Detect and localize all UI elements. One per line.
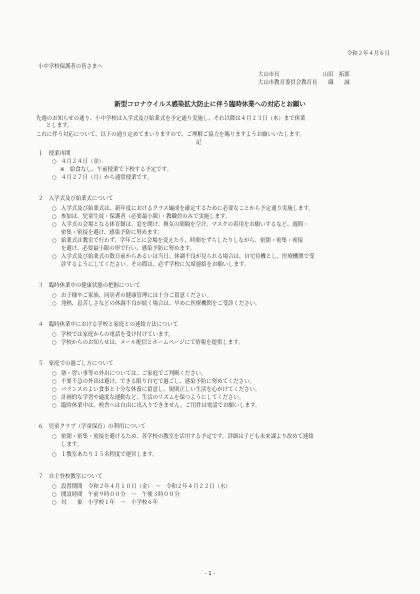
section-7-heading: ７ 自主登校教室について: [38, 474, 103, 480]
section-1-heading: １ 授業再開: [38, 151, 71, 157]
section-2-item-3-cont: 密集・密接を避け、感染予防に努めます。: [61, 230, 163, 236]
section-3-heading: ３ 臨時休業中の健康状態の把握について: [38, 283, 141, 289]
circle-bullet-icon: ○: [52, 332, 57, 338]
section-5-item-2: ○ 不要不急の外出は避け、できる限り自宅で過ごし、感染予防に努めてください。: [52, 379, 255, 385]
section-5-item-1: ○ 塾・習い事等の外出については、ご家庭でご判断ください。: [52, 371, 207, 377]
circle-bullet-icon: ○: [52, 159, 57, 165]
section-6-item-1-cont: します。: [61, 442, 83, 448]
section-3-item-1: ○ お子様やご家族、同居者の健康管理には十分ご留意ください。: [52, 293, 212, 299]
ki-marker: 記: [196, 140, 202, 146]
circle-bullet-icon: ○: [52, 206, 57, 212]
section-4-heading: ４ 臨時休業中における学校と家庭との連絡方法について: [38, 322, 179, 328]
section-5-item-4: ○ 計画的な学習や適度な運動など、生活のリズムを保つようにしてください。: [52, 395, 245, 401]
section-1-item-2: ○ ４月２７日（月）から通常授業です。: [52, 175, 153, 181]
circle-bullet-icon: ○: [52, 379, 57, 385]
section-4-item-1: ○ 学校では家庭からの電話を受け付けています。: [52, 332, 174, 338]
section-5-item-3: ○ バランスのよい食事と十分な休養に留意し、規則正しい生活を心がけてください。: [52, 387, 261, 393]
section-2-item-4-cont: を避け、必要最小限の形で行い、感染予防に努めます。: [61, 246, 196, 252]
circle-bullet-icon: ○: [52, 484, 57, 490]
document-title: 新型コロナウイルス感染拡大防止に伴う臨時休業への対応とお願い: [114, 100, 306, 108]
document-date: 令和２年４月６日: [346, 51, 390, 57]
section-2-item-5-cont: 診するようにしてください。その際は、必ず学校に欠席連絡をお願いします。: [61, 262, 250, 268]
section-1-note: ※ 給食なし、午前授業で下校する予定です。: [60, 167, 172, 173]
circle-bullet-icon: ○: [52, 452, 57, 458]
circle-bullet-icon: ○: [52, 222, 57, 228]
circle-bullet-icon: ○: [52, 387, 57, 393]
circle-bullet-icon: ○: [52, 340, 57, 346]
section-2-item-2: ○ 参加は、児童生徒・保護者（必要最小限）・教職員のみで実施します。: [52, 214, 231, 220]
circle-bullet-icon: ○: [52, 175, 57, 181]
circle-bullet-icon: ○: [52, 371, 57, 377]
section-7-item-3: ○ 対 象 小学校１年 ～ 小学校６年: [52, 500, 159, 506]
section-1-item-1: ○ ４月２４日（金）: [52, 159, 105, 165]
page-number: - 1 -: [204, 571, 216, 577]
section-2-item-3: ○ 入学式の会場となる体育館は、窓を開け、換気の間隔を空け、マスクの着用をお願いするなど、週間・: [52, 222, 309, 228]
circle-bullet-icon: ○: [52, 434, 57, 440]
intro-line-2: とします。: [46, 123, 73, 129]
circle-bullet-icon: ○: [52, 293, 57, 299]
section-7-item-1: ○ 設置期間 令和２年４月１０日（金） ～ 令和２年４月２２日（水）: [52, 484, 231, 490]
circle-bullet-icon: ○: [52, 238, 57, 244]
issuer-mayor: 大山市長 山田 拓郎: [258, 72, 350, 78]
section-2-item-4: ○ 始業式は教室で行わず、学年ごとに会場を変えたり、時間をずらしたりしながら、密閉・密集・密接: [52, 238, 304, 244]
section-6-item-1: ○ 密閉・密集・密接を避けるため、各学校の教室を活用する予定です。詳細は子ども未来課より改めて連絡: [52, 434, 314, 440]
circle-bullet-icon: ○: [52, 395, 57, 401]
intro-line-3: これに伴う対応について、以下の通り定めてまいりますので、ご理解ご協力を賜りますようお願いいたします。: [36, 132, 305, 138]
circle-bullet-icon: ○: [52, 301, 57, 307]
intro-line-1: 先週のお知らせの通り、小中学校は入学式及び始業式を予定通り実施し、それ以降は４月２３日（木）まで休業: [36, 116, 306, 122]
section-4-item-2: ○ 学校からのお知らせは、メール配信とホームページにて情報を提供します。: [52, 340, 244, 346]
circle-bullet-icon: ○: [52, 500, 57, 506]
circle-bullet-icon: ○: [52, 492, 57, 498]
section-6-item-2: ○ １教室あたり１５名程度で運営します。: [52, 452, 158, 458]
circle-bullet-icon: ○: [52, 254, 57, 260]
section-2-heading: ２ 入学式及び始業式について: [38, 196, 114, 202]
section-2-item-1: ○ 入学式及び始業式は、新年度におけるクラス編成を確定するために必要なことから予定通り実施します。: [52, 206, 314, 212]
section-5-heading: ５ 家庭での過ごし方について: [38, 361, 114, 367]
recipient: 小中学校保護者の皆さまへ: [38, 64, 103, 70]
section-3-item-2: ○ 発熱、息苦しさなどの体調不良が続く場合は、早めに医療機関をご受診ください。: [52, 301, 261, 307]
issuer-superintendent: 大山市教育委員会教育長 織 誠: [258, 80, 350, 86]
section-7-item-2: ○ 開設時間 午前９時００分 ～ 午後３時００分: [52, 492, 180, 498]
circle-bullet-icon: ○: [52, 403, 57, 409]
section-2-item-5: ○ 入学式及び始業式の数日前からあるいは当日、体調不良が見られる場合は、自宅待機とし、医療機関で受: [52, 254, 315, 260]
circle-bullet-icon: ○: [52, 214, 57, 220]
section-6-heading: ６ 児童クラブ（学童保育）の利用について: [38, 424, 146, 430]
section-5-item-5: ○ 臨時休業中は、校舎へは自由に出入りできません。ご用件は電話でお願いします。: [52, 403, 261, 409]
